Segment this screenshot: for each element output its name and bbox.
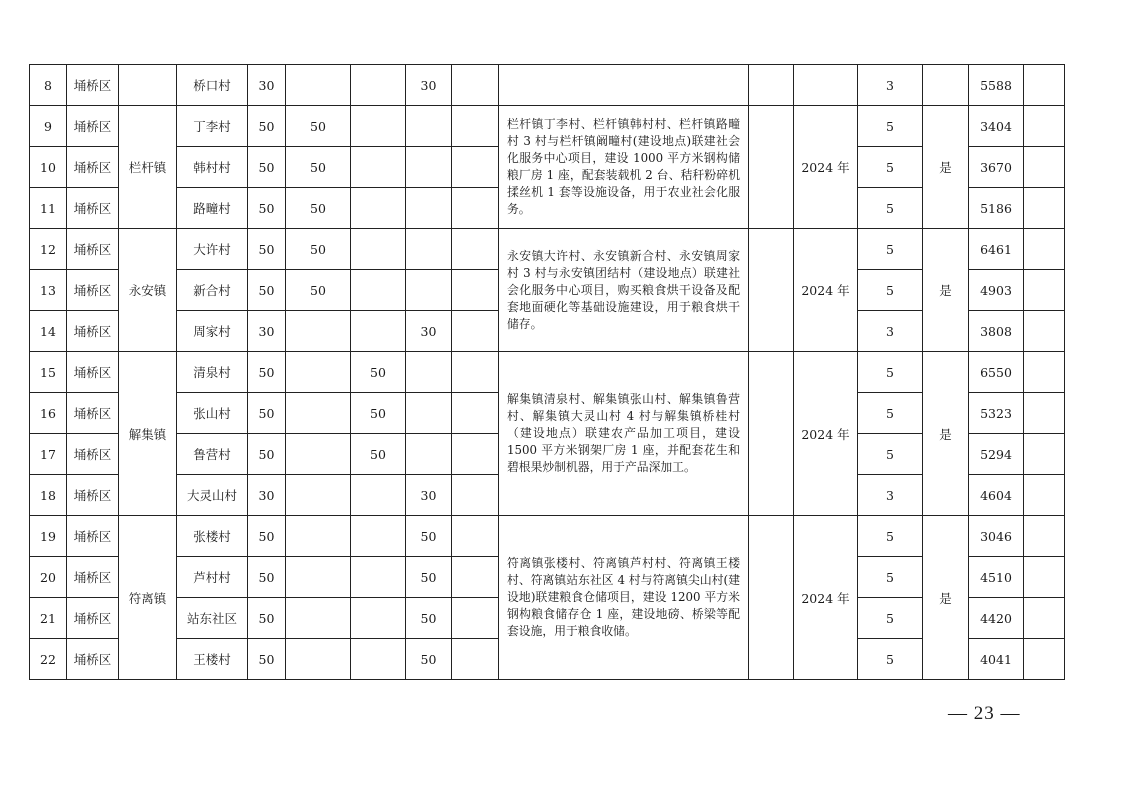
project-desc-cell: 栏杆镇丁李村、栏杆镇韩村村、栏杆镇路疃村 3 村与栏杆镇阚疃村(建设地点)联建社会化服务中心项目，建设 1000 平方米钢构储粮厂房 1 座，配套装载机 2 台、秸秆粉碎机揉丝机 1 套等设施设备，用于农业社会化服务。 xyxy=(499,106,749,229)
invest-cell: 5 xyxy=(858,393,923,434)
population-cell: 3670 xyxy=(969,147,1024,188)
population-cell: 4510 xyxy=(969,557,1024,598)
population-cell: 6550 xyxy=(969,352,1024,393)
village-cell: 韩村村 xyxy=(177,147,248,188)
district-cell: 埇桥区 xyxy=(67,639,119,680)
district-cell: 埇桥区 xyxy=(67,106,119,147)
flag-cell: 是 xyxy=(923,516,969,680)
year-cell: 2024 年 xyxy=(794,352,858,516)
row-number-cell: 15 xyxy=(30,352,67,393)
population-cell: 6461 xyxy=(969,229,1024,270)
total-cell: 50 xyxy=(248,639,286,680)
amount-cell xyxy=(351,229,406,270)
town-cell: 永安镇 xyxy=(119,229,177,352)
amount-cell xyxy=(452,352,499,393)
total-cell: 50 xyxy=(248,598,286,639)
blank-cell xyxy=(749,516,794,680)
amount-cell xyxy=(351,188,406,229)
amount-cell xyxy=(351,147,406,188)
total-cell: 50 xyxy=(248,393,286,434)
invest-cell: 5 xyxy=(858,434,923,475)
district-cell: 埇桥区 xyxy=(67,188,119,229)
total-cell: 50 xyxy=(248,516,286,557)
village-cell: 新合村 xyxy=(177,270,248,311)
row-number-cell: 18 xyxy=(30,475,67,516)
amount-cell xyxy=(406,270,452,311)
district-cell: 埇桥区 xyxy=(67,270,119,311)
invest-cell: 3 xyxy=(858,475,923,516)
district-cell: 埇桥区 xyxy=(67,147,119,188)
blank-cell xyxy=(1024,65,1065,106)
amount-cell xyxy=(452,598,499,639)
row-number-cell: 13 xyxy=(30,270,67,311)
row-number-cell: 11 xyxy=(30,188,67,229)
blank-cell xyxy=(1024,106,1065,147)
amount-cell: 50 xyxy=(406,639,452,680)
amount-cell: 50 xyxy=(406,598,452,639)
amount-cell xyxy=(351,557,406,598)
year-cell xyxy=(794,65,858,106)
population-cell: 5294 xyxy=(969,434,1024,475)
amount-cell xyxy=(406,434,452,475)
district-cell: 埇桥区 xyxy=(67,311,119,352)
blank-cell xyxy=(1024,147,1065,188)
invest-cell: 5 xyxy=(858,106,923,147)
blank-cell xyxy=(749,352,794,516)
amount-cell xyxy=(286,352,351,393)
total-cell: 50 xyxy=(248,229,286,270)
amount-cell xyxy=(452,393,499,434)
project-desc-cell: 永安镇大许村、永安镇新合村、永安镇周家村 3 村与永安镇团结村（建设地点）联建社会化服务中心项目，购买粮食烘干设备及配套地面硬化等基础设施建设，用于粮食烘干储存。 xyxy=(499,229,749,352)
invest-cell: 3 xyxy=(858,311,923,352)
row-number-cell: 12 xyxy=(30,229,67,270)
blank-cell xyxy=(1024,557,1065,598)
invest-cell: 5 xyxy=(858,352,923,393)
amount-cell xyxy=(351,475,406,516)
district-cell: 埇桥区 xyxy=(67,65,119,106)
table-row xyxy=(30,65,1065,106)
population-cell: 4604 xyxy=(969,475,1024,516)
total-cell: 50 xyxy=(248,557,286,598)
total-cell: 30 xyxy=(248,475,286,516)
row-number-cell: 10 xyxy=(30,147,67,188)
table-row xyxy=(30,229,1065,270)
blank-cell xyxy=(1024,475,1065,516)
amount-cell xyxy=(351,639,406,680)
blank-cell xyxy=(1024,352,1065,393)
total-cell: 50 xyxy=(248,147,286,188)
amount-cell: 50 xyxy=(351,352,406,393)
amount-cell xyxy=(452,65,499,106)
village-cell: 鲁营村 xyxy=(177,434,248,475)
village-cell: 周家村 xyxy=(177,311,248,352)
amount-cell xyxy=(351,106,406,147)
row-number-cell: 8 xyxy=(30,65,67,106)
village-cell: 清泉村 xyxy=(177,352,248,393)
amount-cell xyxy=(351,311,406,352)
project-desc-cell: 符离镇张楼村、符离镇芦村村、符离镇王楼村、符离镇站东社区 4 村与符离镇尖山村(建设地)联建粮食仓储项目，建设 1200 平方米钢构粮食储存仓 1 座，建设地磅、桥梁等配套设施，用于粮食收储。 xyxy=(499,516,749,680)
invest-cell: 5 xyxy=(858,598,923,639)
district-cell: 埇桥区 xyxy=(67,352,119,393)
amount-cell xyxy=(286,598,351,639)
amount-cell: 30 xyxy=(406,65,452,106)
row-number-cell: 21 xyxy=(30,598,67,639)
flag-cell: 是 xyxy=(923,352,969,516)
amount-cell: 50 xyxy=(286,188,351,229)
invest-cell: 5 xyxy=(858,229,923,270)
blank-cell xyxy=(749,106,794,229)
amount-cell: 50 xyxy=(351,434,406,475)
amount-cell xyxy=(351,598,406,639)
village-cell: 大许村 xyxy=(177,229,248,270)
flag-cell: 是 xyxy=(923,229,969,352)
invest-cell: 3 xyxy=(858,65,923,106)
population-cell: 3046 xyxy=(969,516,1024,557)
invest-cell: 5 xyxy=(858,147,923,188)
amount-cell xyxy=(452,270,499,311)
amount-cell xyxy=(406,106,452,147)
town-cell: 栏杆镇 xyxy=(119,106,177,229)
amount-cell: 50 xyxy=(286,106,351,147)
population-cell: 5588 xyxy=(969,65,1024,106)
amount-cell: 50 xyxy=(406,516,452,557)
amount-cell xyxy=(452,147,499,188)
blank-cell xyxy=(1024,434,1065,475)
invest-cell: 5 xyxy=(858,270,923,311)
table-row xyxy=(30,106,1065,147)
town-cell: 符离镇 xyxy=(119,516,177,680)
population-cell: 3808 xyxy=(969,311,1024,352)
invest-cell: 5 xyxy=(858,516,923,557)
table-row xyxy=(30,352,1065,393)
project-table xyxy=(29,64,1065,680)
population-cell: 5186 xyxy=(969,188,1024,229)
amount-cell xyxy=(406,393,452,434)
page-number: — 23 — xyxy=(948,703,1021,724)
row-number-cell: 22 xyxy=(30,639,67,680)
amount-cell: 50 xyxy=(286,147,351,188)
amount-cell xyxy=(286,393,351,434)
amount-cell xyxy=(452,229,499,270)
district-cell: 埇桥区 xyxy=(67,475,119,516)
amount-cell xyxy=(286,65,351,106)
town-cell xyxy=(119,65,177,106)
blank-cell xyxy=(1024,270,1065,311)
flag-cell: 是 xyxy=(923,106,969,229)
population-cell: 4420 xyxy=(969,598,1024,639)
amount-cell xyxy=(452,516,499,557)
total-cell: 50 xyxy=(248,188,286,229)
blank-cell xyxy=(749,229,794,352)
total-cell: 30 xyxy=(248,65,286,106)
town-cell: 解集镇 xyxy=(119,352,177,516)
blank-cell xyxy=(1024,229,1065,270)
blank-cell xyxy=(1024,393,1065,434)
district-cell: 埇桥区 xyxy=(67,516,119,557)
amount-cell: 30 xyxy=(406,311,452,352)
year-cell: 2024 年 xyxy=(794,516,858,680)
blank-cell xyxy=(1024,188,1065,229)
amount-cell xyxy=(286,557,351,598)
row-number-cell: 14 xyxy=(30,311,67,352)
total-cell: 50 xyxy=(248,434,286,475)
village-cell: 张山村 xyxy=(177,393,248,434)
amount-cell xyxy=(452,639,499,680)
blank-cell xyxy=(1024,639,1065,680)
amount-cell: 50 xyxy=(286,270,351,311)
amount-cell: 50 xyxy=(351,393,406,434)
amount-cell xyxy=(286,516,351,557)
row-number-cell: 17 xyxy=(30,434,67,475)
amount-cell xyxy=(452,475,499,516)
amount-cell xyxy=(351,270,406,311)
blank-cell xyxy=(749,65,794,106)
village-cell: 路疃村 xyxy=(177,188,248,229)
project-desc-cell: 解集镇清泉村、解集镇张山村、解集镇鲁营村、解集镇大灵山村 4 村与解集镇桥桂村（建设地点）联建农产品加工项目，建设 1500 平方米钢架厂房 1 座，并配套花生和碧根果炒制机器，用于产品深加工。 xyxy=(499,352,749,516)
amount-cell xyxy=(286,311,351,352)
village-cell: 王楼村 xyxy=(177,639,248,680)
village-cell: 大灵山村 xyxy=(177,475,248,516)
total-cell: 30 xyxy=(248,311,286,352)
amount-cell xyxy=(452,188,499,229)
population-cell: 5323 xyxy=(969,393,1024,434)
amount-cell xyxy=(452,434,499,475)
amount-cell: 50 xyxy=(286,229,351,270)
amount-cell xyxy=(452,106,499,147)
village-cell: 芦村村 xyxy=(177,557,248,598)
year-cell: 2024 年 xyxy=(794,229,858,352)
row-number-cell: 16 xyxy=(30,393,67,434)
blank-cell xyxy=(1024,516,1065,557)
invest-cell: 5 xyxy=(858,557,923,598)
amount-cell: 30 xyxy=(406,475,452,516)
population-cell: 4041 xyxy=(969,639,1024,680)
district-cell: 埇桥区 xyxy=(67,434,119,475)
blank-cell xyxy=(1024,311,1065,352)
amount-cell xyxy=(406,147,452,188)
district-cell: 埇桥区 xyxy=(67,229,119,270)
table-body xyxy=(30,65,1065,680)
invest-cell: 5 xyxy=(858,188,923,229)
village-cell: 桥口村 xyxy=(177,65,248,106)
year-cell: 2024 年 xyxy=(794,106,858,229)
row-number-cell: 19 xyxy=(30,516,67,557)
amount-cell xyxy=(351,516,406,557)
population-cell: 3404 xyxy=(969,106,1024,147)
row-number-cell: 9 xyxy=(30,106,67,147)
population-cell: 4903 xyxy=(969,270,1024,311)
amount-cell xyxy=(286,475,351,516)
total-cell: 50 xyxy=(248,270,286,311)
amount-cell xyxy=(406,229,452,270)
district-cell: 埇桥区 xyxy=(67,598,119,639)
flag-cell xyxy=(923,65,969,106)
village-cell: 丁李村 xyxy=(177,106,248,147)
amount-cell xyxy=(452,311,499,352)
village-cell: 张楼村 xyxy=(177,516,248,557)
amount-cell xyxy=(351,65,406,106)
amount-cell xyxy=(286,434,351,475)
total-cell: 50 xyxy=(248,352,286,393)
project-desc-cell xyxy=(499,65,749,106)
amount-cell xyxy=(406,352,452,393)
row-number-cell: 20 xyxy=(30,557,67,598)
amount-cell xyxy=(452,557,499,598)
amount-cell xyxy=(286,639,351,680)
district-cell: 埇桥区 xyxy=(67,557,119,598)
amount-cell: 50 xyxy=(406,557,452,598)
district-cell: 埇桥区 xyxy=(67,393,119,434)
village-cell: 站东社区 xyxy=(177,598,248,639)
table-row xyxy=(30,516,1065,557)
blank-cell xyxy=(1024,598,1065,639)
invest-cell: 5 xyxy=(858,639,923,680)
total-cell: 50 xyxy=(248,106,286,147)
amount-cell xyxy=(406,188,452,229)
